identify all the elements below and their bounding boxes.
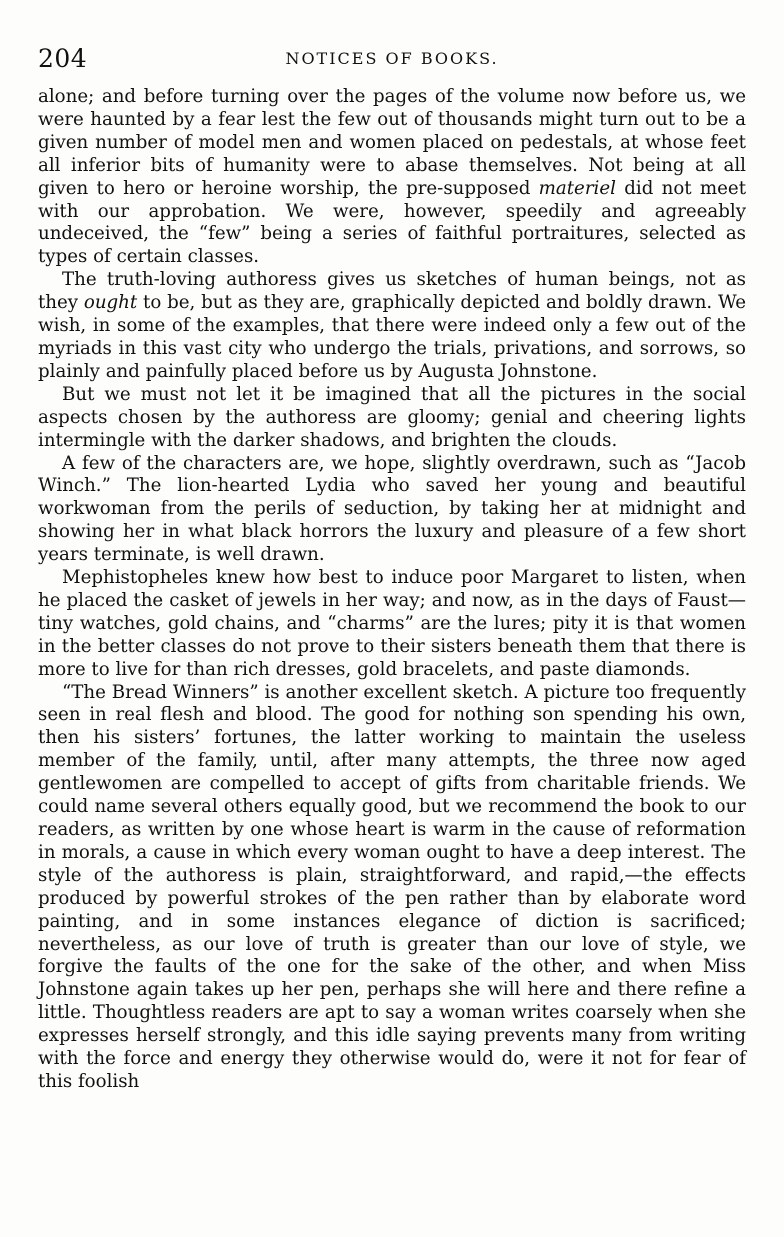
text-run: alone; and before turning over the pages of the volume now before us, we were haunted by a fear lest the few out of thousands might turn out to be a given number of model men and women placed on pedestals, at whose feet all inferior bits of humanity were to abase themselves. Not being at all given to hero or heroine worship, the pre-supposed: [38, 86, 746, 199]
italic-text-run: materiel: [538, 177, 616, 199]
text-run: A few of the characters are, we hope, slightly overdrawn, such as “Jacob Winch.” The lion-hearted Lydia who saved her young and beautiful workwoman from the perils of seduction, by taking her at midnight and showing her in what black horrors the luxury and pleasure of a few short years terminate, is well drawn.: [38, 452, 746, 566]
paragraph: [38, 567, 746, 682]
text-run: “The Bread Winners” is another excellent sketch. A picture too frequently seen in real flesh and blood. The good for nothing son spending his own, then his sisters’ fortunes, the latter working to maintain the useless member of the family, until, after many attempts, the three now aged gentlewomen are compelled to accept of gifts from charitable friends. We could name several others equally good, but we recommend the book to our readers, as written by one whose heart is warm in the cause of reformation in morals, a cause in which every woman ought to have a deep interest. The style of the authoress is plain, straightforward, and rapid,—the effects produced by powerful strokes of the pen rather than by elaborate word painting, and in some instances elegance of diction is sacrificed; nevertheless, as our love of truth is greater than our love of style, we forgive the faults of the one for the sake of the other, and when Miss Johnstone again takes up her pen, perhaps she will here and there refine a little. Thoughtless readers are apt to say a woman writes coarsely when she expresses herself strongly, and this idle saying prevents many from writing with the force and energy they otherwise would do, were it not for fear of this foolish: [38, 681, 746, 1092]
paragraph: [38, 682, 746, 1094]
text-run: did not meet with our approbation. We were, however, speedily and agreeably undeceived, the “few” being a series of faithful portraitures, selected as types of certain classes.: [38, 177, 746, 268]
text-run: But we must not let it be imagined that all the pictures in the social aspects chosen by the authoress are gloomy; genial and cheering lights intermingle with the darker shadows, and brighten the clouds.: [38, 383, 746, 451]
page-header: [38, 40, 746, 86]
paragraph: [38, 384, 746, 453]
page-number: 204: [38, 44, 88, 73]
paragraph: [38, 86, 746, 269]
paragraph: [38, 269, 746, 384]
text-run: The truth-loving authoress gives us sketches of human beings, not as they: [38, 269, 746, 314]
text-run: Mephistopheles knew how best to induce poor Margaret to listen, when he placed the casket of jewels in her way; and now, as in the days of Faust—tiny watches, gold chains, and “charms” are the lures; pity it is that women in the better classes do not prove to their sisters beneath them that there is more to live for than rich dresses, gold bracelets, and paste diamonds.: [38, 567, 746, 680]
article-body: [38, 86, 746, 1094]
paragraph: [38, 453, 746, 568]
running-title: NOTICES OF BOOKS.: [285, 49, 499, 68]
document-page: [38, 40, 746, 1094]
text-run: to be, but as they are, graphically depicted and boldly drawn. We wish, in some of the examples, that there were indeed only a few out of the myriads in this vast city who undergo the trials, privations, and sorrows, so plainly and painfully placed before us by Augusta Johnstone.: [38, 292, 746, 382]
italic-text-run: ought: [83, 292, 138, 314]
